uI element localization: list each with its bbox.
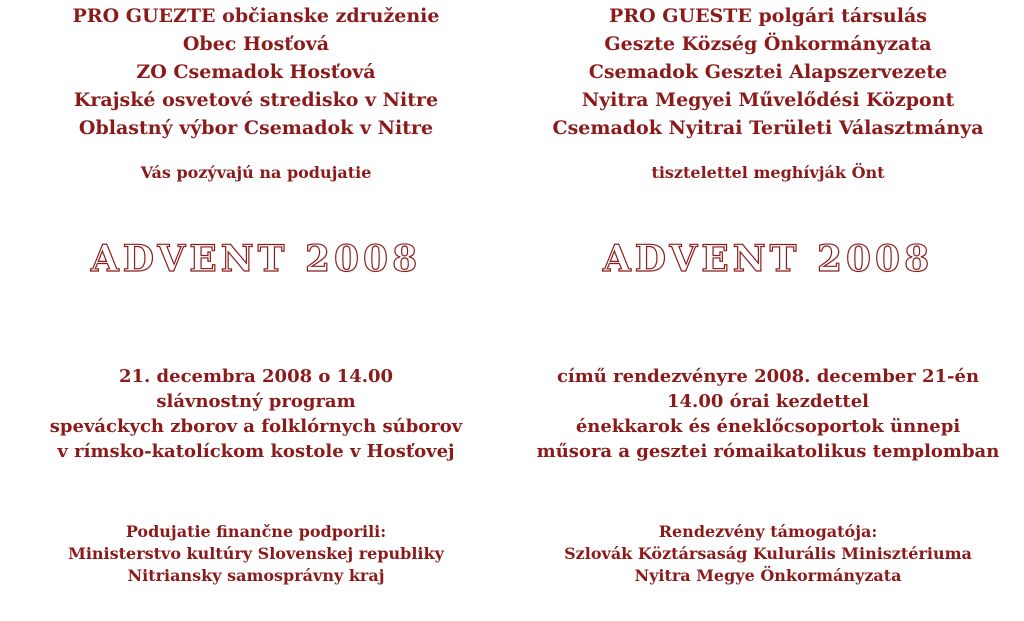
organizer-line: Geszte Község Önkormányzata: [604, 33, 932, 55]
event-line: műsora a gesztei rómaikatolikus templomban: [536, 441, 1000, 462]
event-line: énekkarok és éneklőcsoportok ünnepi: [575, 416, 961, 437]
organizer-line: Oblastný výbor Csemadok v Nitre: [78, 117, 434, 139]
organizer-line: Krajské osvetové stredisko v Nitre: [73, 89, 439, 111]
event-title: ADVENT 2008: [602, 238, 934, 280]
event-line: 21. decembra 2008 o 14.00: [118, 366, 394, 387]
sponsor-line: Podujatie finančne podporili:: [125, 522, 387, 541]
organizer-line: Nyitra Megyei Művelődési Központ: [581, 89, 955, 111]
invite-text: Vás pozývajú na podujatie: [140, 163, 372, 182]
event-title: ADVENT 2008: [90, 238, 422, 280]
sponsors: [0, 521, 512, 587]
event-line: című rendezvényre 2008. december 21-én: [556, 366, 980, 387]
organizers-list: [512, 2, 1024, 142]
organizer-line: ZO Csemadok Hosťová: [136, 61, 376, 83]
organizer-line: PRO GUESTE polgári társulás: [609, 5, 927, 27]
organizer-line: Csemadok Nyitrai Területi Választmánya: [552, 117, 984, 139]
event-line: 14.00 órai kezdettel: [667, 391, 869, 412]
organizer-line: PRO GUEZTE občianske združenie: [72, 5, 440, 27]
sponsor-line: Szlovák Köztársaság Kulurális Minisztériuma: [564, 544, 972, 563]
sponsor-line: Rendezvény támogatója:: [658, 522, 878, 541]
sponsor-line: Nyitra Megye Önkormányzata: [634, 566, 902, 585]
sponsors: [512, 521, 1024, 587]
sponsor-line: Nitriansky samosprávny kraj: [127, 566, 385, 585]
event-details: [512, 364, 1024, 464]
event-line: v rímsko-katolíckom kostole v Hosťovej: [57, 441, 455, 462]
organizer-line: Csemadok Gesztei Alapszervezete: [588, 61, 948, 83]
event-line: speváckych zborov a folklórnych súborov: [49, 416, 463, 437]
sponsor-line: Ministerstvo kultúry Slovenskej republiky: [68, 544, 444, 563]
organizer-line: Obec Hosťová: [182, 33, 330, 55]
event-details: [0, 364, 512, 464]
invite-text: tisztelettel meghívják Önt: [651, 163, 885, 182]
event-line: slávnostný program: [156, 391, 356, 412]
organizers-list: [0, 2, 512, 142]
